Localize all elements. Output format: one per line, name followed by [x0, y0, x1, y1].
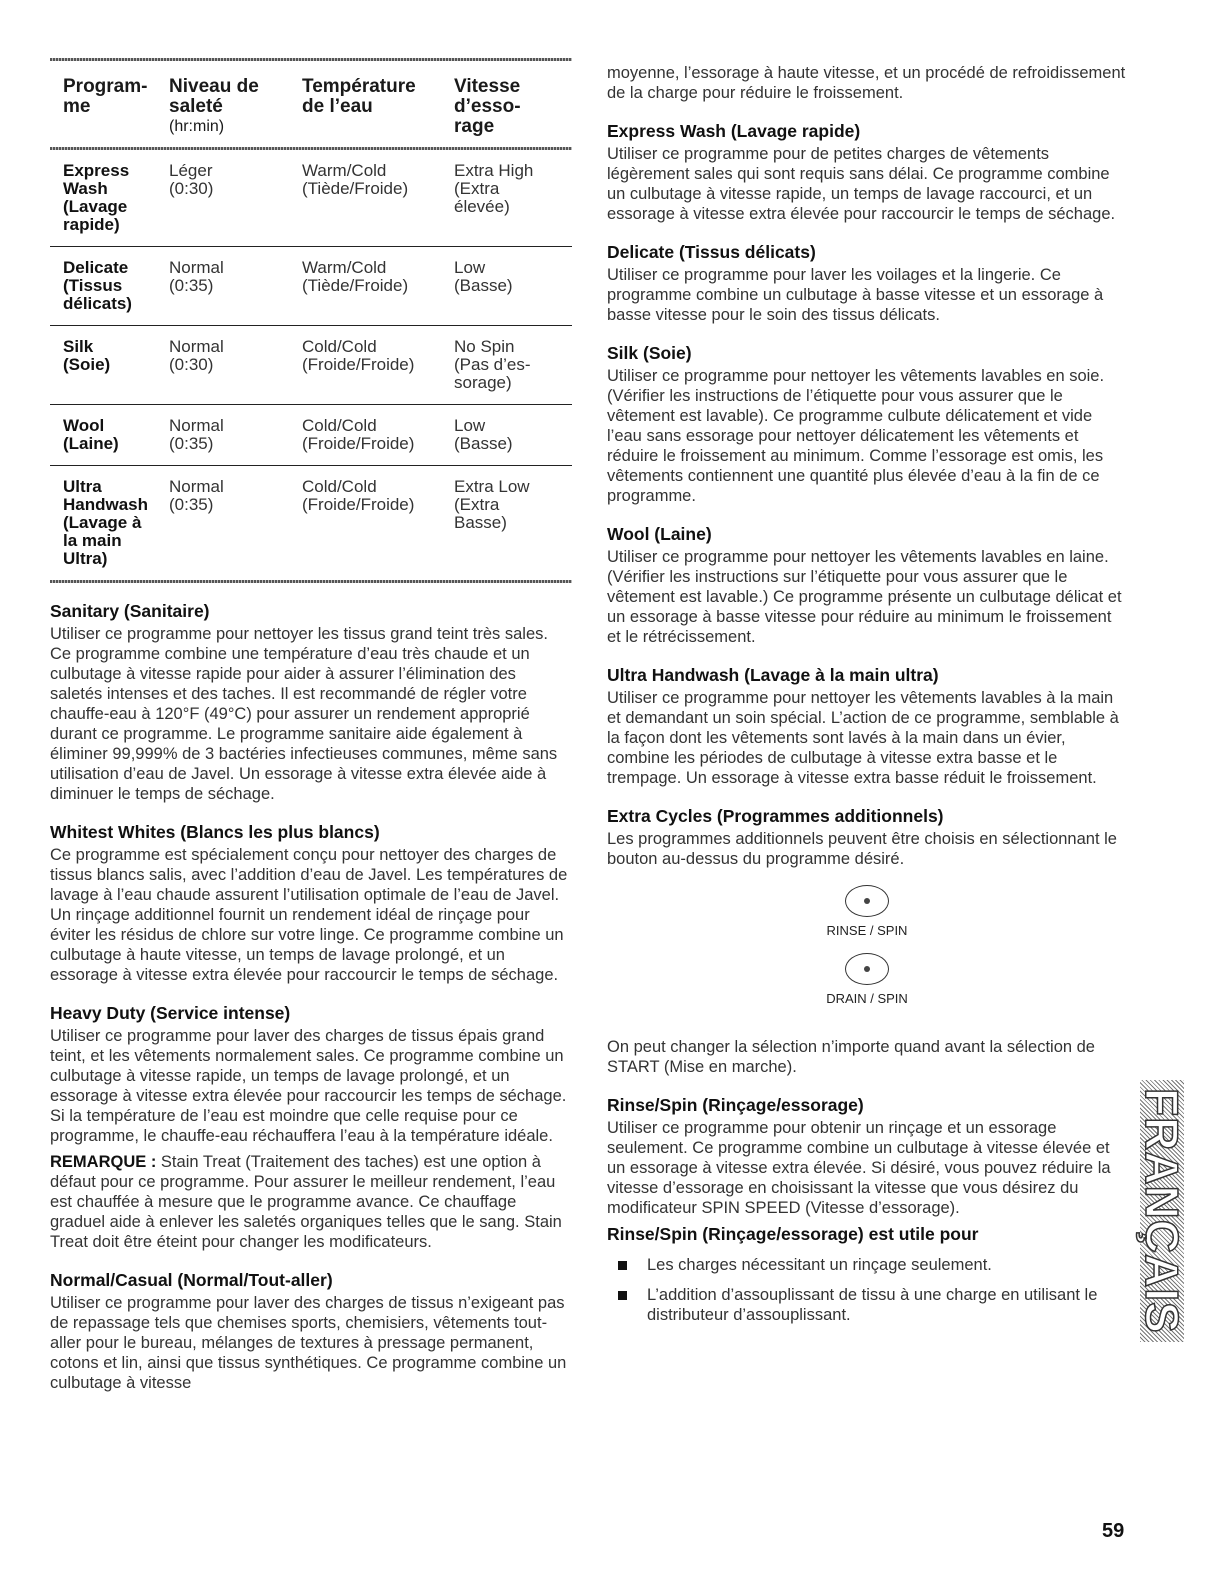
drain-spin-label: DRAIN / SPIN	[826, 991, 908, 1006]
section-text: Utiliser ce programme pour obtenir un rinçage et un essorage seulement. Ce programme combine un culbutage à vitesse élevée et un essorage à vitesse extra élevée. Si désiré, vous pouvez réduire la vitesse d’essorage en choisissant la vitesse que vous désirez du modificateur SPIN SPEED (Vitesse d’essorage).	[607, 1119, 1111, 1217]
section	[607, 242, 1127, 325]
section	[607, 121, 1127, 224]
language-side-tab	[1136, 1080, 1188, 1342]
table-row	[50, 466, 572, 580]
table-body	[50, 150, 572, 580]
section-heading: Delicate (Tissus délicats)	[607, 242, 816, 262]
section-text: Utiliser ce programme pour nettoyer les tissus grand teint très sales. Ce programme combine une température d’eau très chaude et un culbutage à vitesse rapide pour aider à assurer l’élimination des saletés intenses et des taches. Il est recommandé de régler votre chauffe-eau à 120°F (49°C) pour assurer un rendement approprié durant ce programme. Le programme sanitaire aide également à éliminer 99,999% de 3 bactéries infectieuses communes, même sans utilisation d’eau de Javel. Un essorage à vitesse extra élevée aide à diminuer le temps de séchage.	[50, 625, 558, 803]
table-header-cell: Niveau de saleté (hr:min)	[169, 76, 259, 135]
water-temperature-cell: Cold/Cold (Froide/Froide)	[302, 416, 415, 453]
program-cell: Silk (Soie)	[63, 337, 111, 374]
remarque-text: Stain Treat (Traitement des taches) est une option à défaut pour ce programme. Pour assurer le meilleur rendement, l’eau est chauffée à mesure que le programme avance. Ce chauffage graduel aide à enlever les saletés organiques telles que le sang. Stain Treat doit être éteint pour changer les modificateurs.	[50, 1153, 562, 1251]
section-heading: Heavy Duty (Service intense)	[50, 1003, 291, 1023]
section-heading: Wool (Laine)	[607, 524, 712, 544]
soil-level-cell: Léger (0:30)	[169, 161, 214, 198]
button-indicator-icon	[864, 966, 870, 972]
section-heading: Rinse/Spin (Rinçage/essorage)	[607, 1095, 864, 1115]
section	[607, 665, 1127, 788]
change-selection-note: On peut changer la sélection n’importe quand avant la sélection de START (Mise en marche).	[607, 1038, 1095, 1076]
drain-spin-button-figure	[607, 953, 1127, 1007]
bullet-square-icon	[618, 1261, 627, 1270]
remarque-note	[50, 1152, 572, 1252]
table-bottom-rule	[50, 580, 572, 583]
list-item: Les charges nécessitant un rinçage seulement.	[607, 1255, 1127, 1275]
section-heading: Ultra Handwash (Lavage à la main ultra)	[607, 665, 939, 685]
left-column	[50, 58, 572, 1393]
section-text: Utiliser ce programme pour laver des charges de tissus épais grand teint, et les vêtements normalement sales. Ce programme combine un culbutage à vitesse rapide, un temps de lavage prolongé, et un essorage à vitesse extra élevée pour raccourcir les temps de séchage. Si la température de l’eau est moindre que celle requise pour ce programme, le chauffe-eau réchauffera l’eau à la température idéale.	[50, 1027, 567, 1145]
section	[607, 524, 1127, 647]
soil-level-cell: Normal (0:35)	[169, 258, 224, 295]
section-normal-casual	[50, 1270, 572, 1393]
section-heading: Extra Cycles (Programmes additionnels)	[607, 806, 944, 826]
drain-spin-button[interactable]	[845, 953, 889, 985]
section-rinse-spin	[607, 1095, 1127, 1325]
section	[50, 1003, 572, 1146]
table-header-cell: Program- me	[63, 76, 148, 117]
program-cell: Delicate (Tissus délicats)	[63, 258, 132, 313]
section	[607, 806, 1127, 869]
right-sections	[607, 121, 1127, 869]
list-item: L’addition d’assouplissant de tissu à une charge en utilisant le distributeur d’assouplissant.	[607, 1285, 1127, 1325]
section-heading: Whitest Whites (Blancs les plus blancs)	[50, 822, 380, 842]
right-column	[607, 63, 1127, 1325]
table-header-row	[50, 61, 572, 147]
spin-speed-cell: Low (Basse)	[454, 416, 513, 453]
water-temperature-cell: Warm/Cold (Tiède/Froide)	[302, 258, 409, 295]
soil-level-cell: Normal (0:35)	[169, 416, 224, 453]
section	[50, 822, 572, 985]
useful-for-heading: Rinse/Spin (Rinçage/essorage) est utile pour	[607, 1224, 979, 1244]
section-text: Utiliser ce programme pour nettoyer les vêtements lavables à la main et demandant un soin spécial. L’action de ce programme, semblable à la façon dont les vêtements sont lavés à la main dans un évier, combine les périodes de culbutage à vitesse extra basse et le trempage. Un essorage à vitesse extra basse réduit le froissement.	[607, 689, 1119, 787]
section-text: Utiliser ce programme pour laver les voilages et la lingerie. Ce programme combine un culbutage à basse vitesse et un essorage à basse vitesse pour le soin des tissus délicats.	[607, 266, 1104, 324]
button-indicator-icon	[864, 898, 870, 904]
continued-text: moyenne, l’essorage à haute vitesse, et un procédé de refroidissement de la charge pour réduire le froissement.	[607, 64, 1126, 102]
section-heading: Normal/Casual (Normal/Tout-aller)	[50, 1270, 333, 1290]
section-text: Utiliser ce programme pour de petites charges de vêtements légèrement sales qui sont requis sans délai. Ce programme combine un culbutage à vitesse rapide, un temps de lavage raccourci, et un essorage à vitesse extra élevée pour raccourcir le temps de séchage.	[607, 145, 1116, 223]
program-cell: Wool (Laine)	[63, 416, 119, 453]
section-text: Utiliser ce programme pour nettoyer les vêtements lavables en laine. (Vérifier les instructions sur l’étiquette pour vous assurer que le vêtement est lavable.) Ce programme présente un culbutage délicat et un essorage à basse vitesse pour réduire au minimum le froissement et le rétrécissement.	[607, 548, 1122, 646]
spin-speed-cell: No Spin (Pas d’es- sorage)	[454, 337, 531, 392]
table-row	[50, 247, 572, 325]
spin-speed-cell: Extra Low (Extra Basse)	[454, 477, 530, 532]
rinse-spin-button[interactable]	[845, 885, 889, 917]
section-heading: Express Wash (Lavage rapide)	[607, 121, 861, 141]
water-temperature-cell: Cold/Cold (Froide/Froide)	[302, 337, 415, 374]
section-text: Les programmes additionnels peuvent être choisis en sélectionnant le bouton au-dessus du programme désiré.	[607, 830, 1117, 868]
spin-speed-cell: Low (Basse)	[454, 258, 513, 295]
program-cell: Ultra Handwash (Lavage à la main Ultra)	[63, 477, 149, 568]
table-header-cell: Vitesse d’esso- rage	[454, 76, 521, 137]
section-heading: Sanitary (Sanitaire)	[50, 601, 210, 621]
soil-level-cell: Normal (0:30)	[169, 337, 224, 374]
language-label: FRANÇAIS	[1136, 1088, 1188, 1334]
spin-speed-cell: Extra High (Extra élevée)	[454, 161, 534, 216]
cycle-table	[50, 58, 572, 583]
table-row	[50, 326, 572, 404]
section	[607, 343, 1127, 506]
section	[50, 601, 572, 804]
section-text: Utiliser ce programme pour laver des charges de tissus n’exigeant pas de repassage tels que chemises sports, chemisiers, vêtements tout-aller pour le bureau, mélanges de textures à pressage permanent, cotons et lin, ainsi que tissus synthétiques. Ce programme combine un culbutage à vitesse	[50, 1294, 567, 1392]
rinse-spin-button-figure	[607, 885, 1127, 939]
program-cell: Express Wash (Lavage rapide)	[63, 161, 130, 234]
rinse-spin-label: RINSE / SPIN	[826, 923, 908, 938]
left-sections	[50, 601, 572, 1146]
water-temperature-cell: Warm/Cold (Tiède/Froide)	[302, 161, 409, 198]
table-row	[50, 150, 572, 246]
soil-level-cell: Normal (0:35)	[169, 477, 224, 514]
table-header-cell: Température de l’eau	[302, 76, 416, 117]
bullet-square-icon	[618, 1291, 627, 1300]
table-row	[50, 405, 572, 465]
remarque-label: REMARQUE :	[50, 1153, 157, 1171]
section-text: Ce programme est spécialement conçu pour nettoyer des charges de tissus blancs salis, avec l’addition d’eau de Javel. Les températures de lavage à l’eau chaude assurent l’utilisation optimale de l’eau de Javel. Un rinçage additionnel fournit un rendement idéal de rinçage pour éviter les résidus de chlore sur votre linge. Ce programme combine un culbutage à haute vitesse, un temps de lavage prolongé, et un essorage à vitesse extra élevée pour raccourcir le temps de séchage.	[50, 846, 568, 984]
bullet-list	[607, 1255, 1127, 1325]
page-number: 59	[1102, 1520, 1125, 1542]
water-temperature-cell: Cold/Cold (Froide/Froide)	[302, 477, 415, 514]
section-heading: Silk (Soie)	[607, 343, 692, 363]
section-text: Utiliser ce programme pour nettoyer les vêtements lavables en soie. (Vérifier les instructions de l’étiquette pour vous assurer que le vêtement est lavable). Ce programme culbute délicatement et vide l’eau sans essorage pour nettoyer délicatement les vêtements et réduire le froissement au minimum. Comme l’essorage est omis, les vêtements contiennent une quantité plus élevée d’eau à la fin de ce programme.	[607, 367, 1105, 505]
